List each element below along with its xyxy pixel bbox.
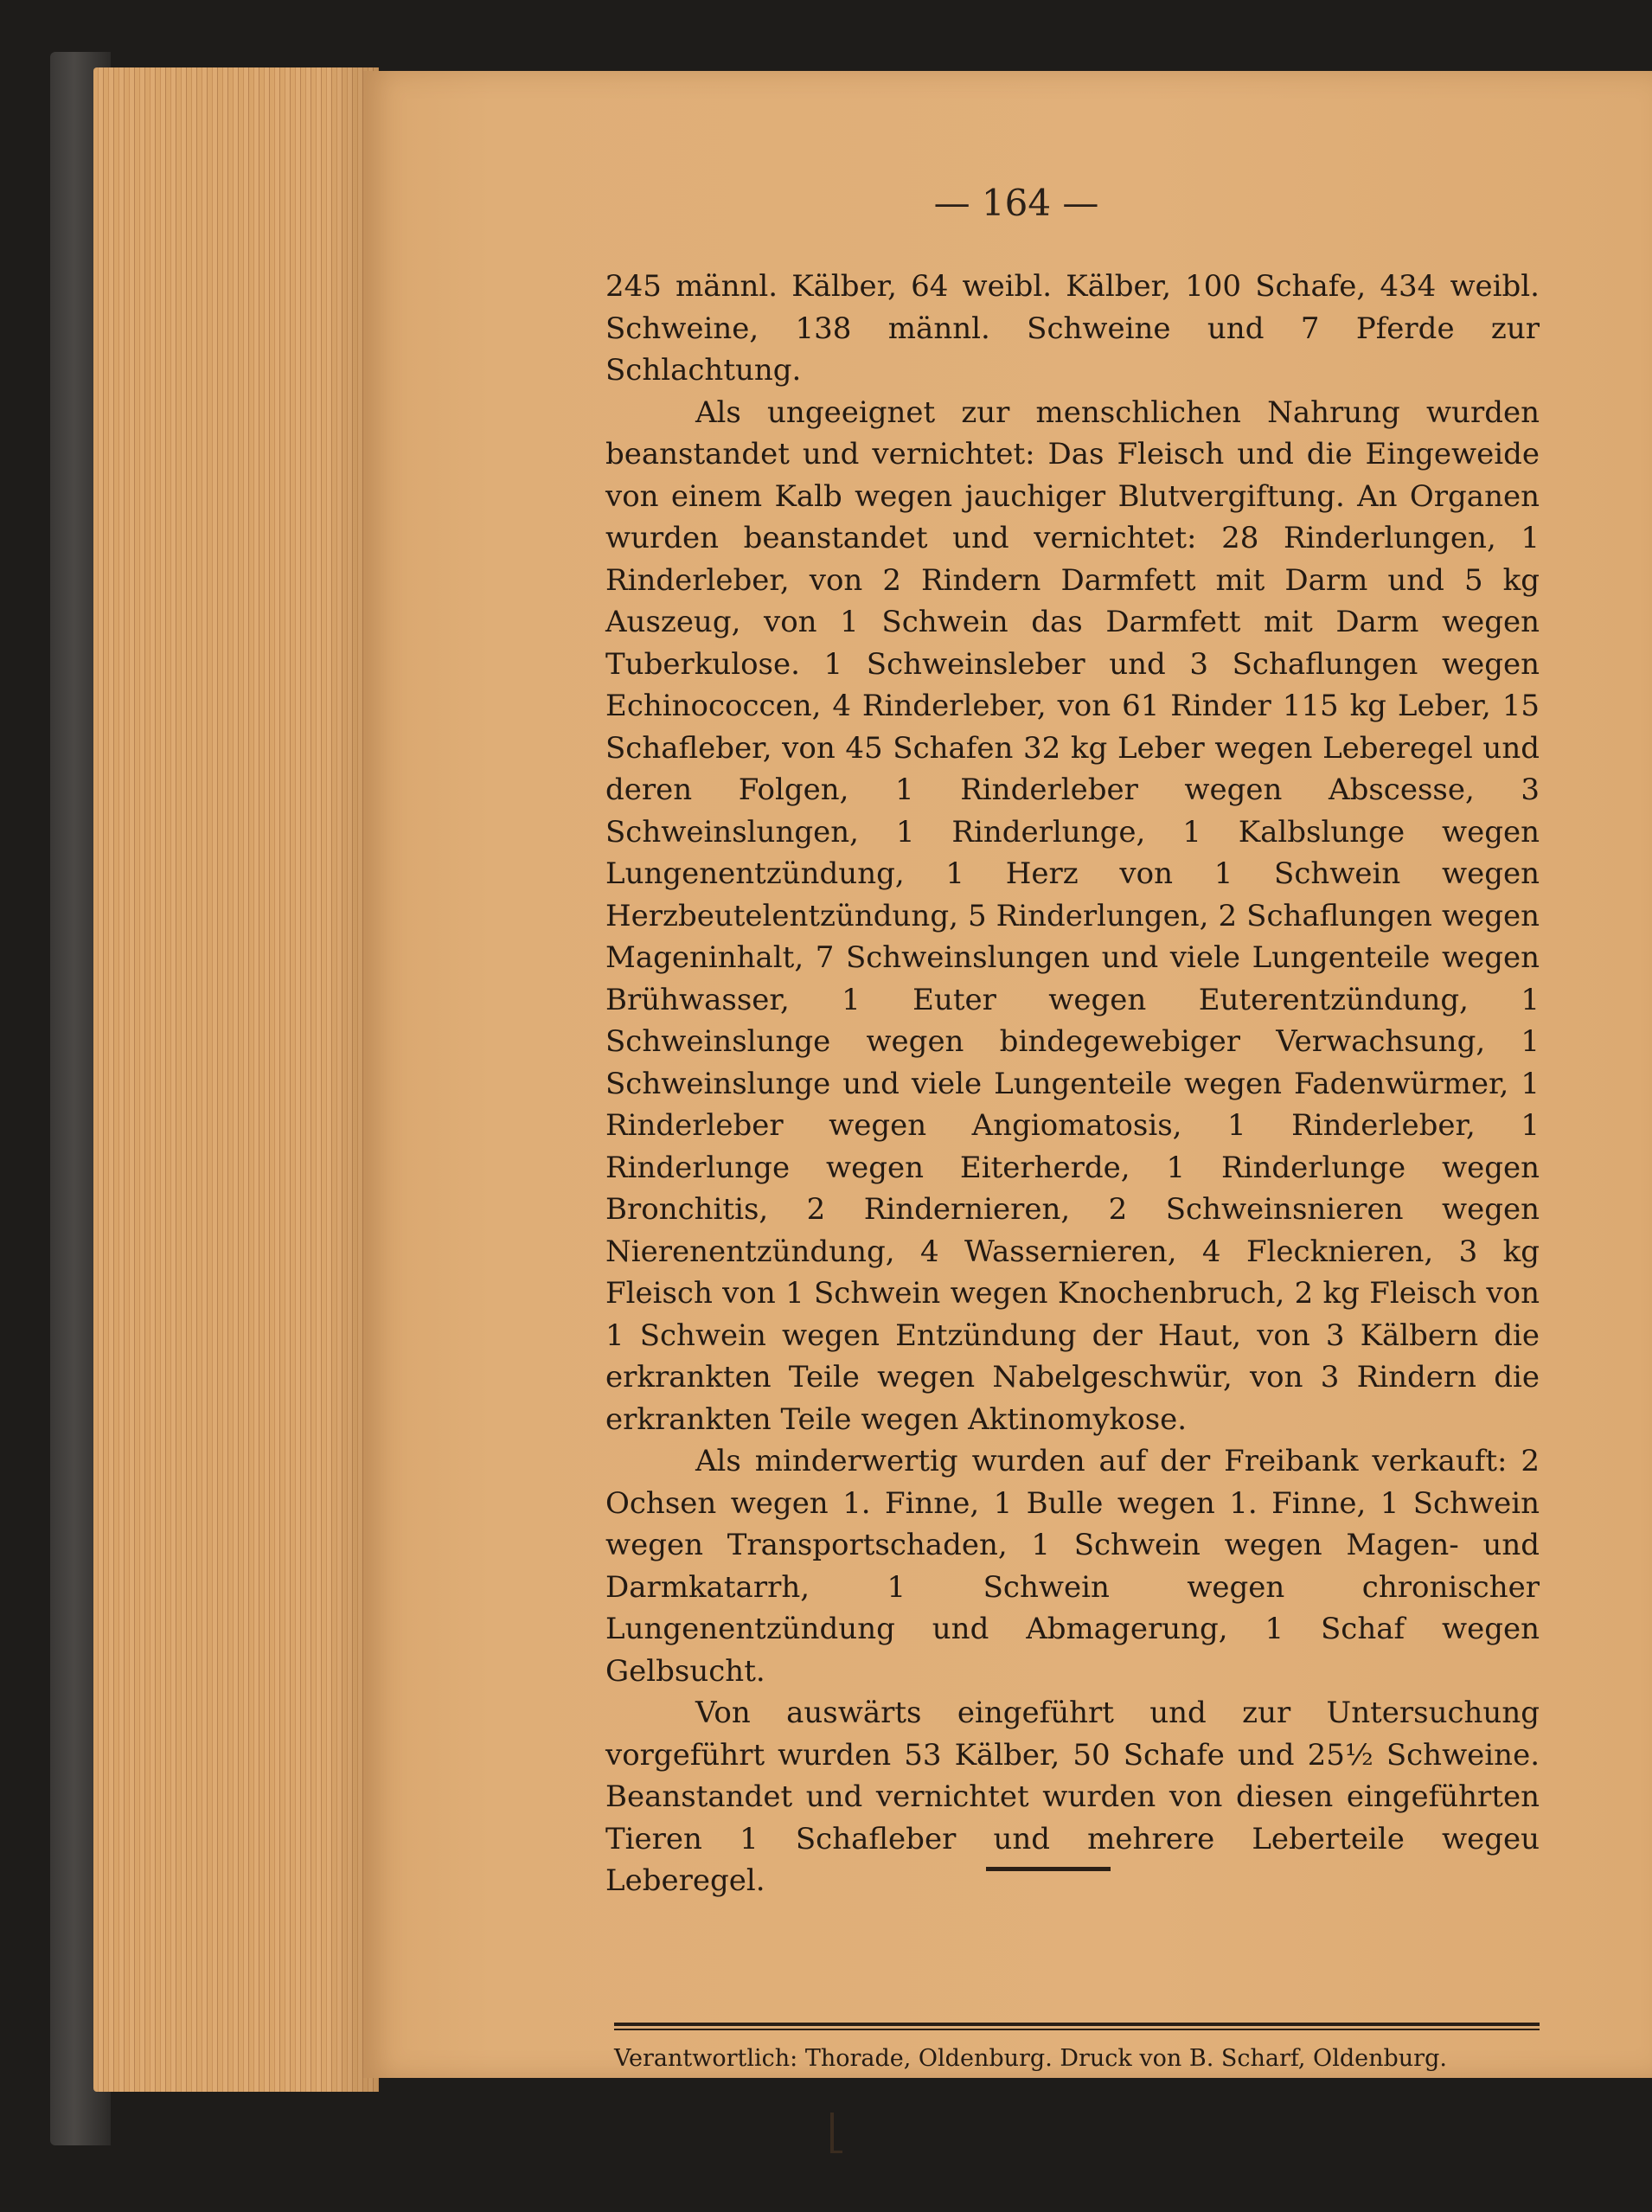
imprint-footer: Verantwortlich: Thorade, Oldenburg. Druck von B. Scharf, Oldenburg. bbox=[614, 2045, 1447, 2072]
stacked-page-edges bbox=[93, 67, 379, 2092]
margin-mark bbox=[830, 2113, 834, 2152]
paragraph-4: Von auswärts eingeführt und zur Untersuchung vorgeführt wurden 53 Kälber, 50 Schafe und 25½ Schweine. Beanstandet und vernichtet wurden von diesen eingeführten Tieren 1 Schafleber und mehrere Leberteile wegeu Leberegel. bbox=[605, 1696, 1540, 1898]
paragraph-1: 245 männl. Kälber, 64 weibl. Kälber, 100 Schafe, 434 weibl. Schweine, 138 männl. Schweine und 7 Pferde zur Schlachtung. bbox=[605, 269, 1540, 388]
paragraph-2: Als ungeeignet zur menschlichen Nahrung wurden beanstandet und vernichtet: Das Fleisch und die Eingeweide von einem Kalb wegen jauchiger Blutvergiftung. An Organen wurden beanstandet und vernichtet: 28 Rinderlungen, 1 Rinderleber, von 2 Rindern Darmfett mit Darm und 5 kg Auszeug, von 1 Schwein das Darmfett mit Darm wegen Tuberkulose. 1 Schweinsleber und 3 Schaflungen wegen Echinococcen, 4 Rinderleber, von 61 Rinder 115 kg Leber, 15 Schafleber, von 45 Schafen 32 kg Leber wegen Leberegel und deren Folgen, 1 Rinderleber wegen Abscesse, 3 Schweinslungen, 1 Rinderlunge, 1 Kalbslunge wegen Lungenentzündung, 1 Herz von 1 Schwein wegen Herzbeutelentzündung, 5 Rinderlungen, 2 Schaflungen wegen Mageninhalt, 7 Schweinslungen und viele Lungenteile wegen Brühwasser, 1 Euter wegen Euterentzündung, 1 Schweinslunge wegen bindegewebiger Verwachsung, 1 Schweinslunge und viele Lungenteile wegen Fadenwürmer, 1 Rinderleber wegen Angiomatosis, 1 Rinderleber, 1 Rinderlunge wegen Eiterherde, 1 Rinderlunge wegen Bronchitis, 2 Rindernieren, 2 Schweinsnieren wegen Nierenentzündung, 4 Wassernieren, 4 Flecknieren, 3 kg Fleisch von 1 Schwein wegen Knochenbruch, 2 kg Fleisch von 1 Schwein wegen Entzündung der Haut, von 3 Kälbern die erkrankten Teile wegen Nabelgeschwür, von 3 Rindern die erkrankten Teile wegen Aktinomykose. bbox=[605, 394, 1540, 1437]
paragraph-3: Als minderwertig wurden auf der Freibank verkauft: 2 Ochsen wegen 1. Finne, 1 Bulle wegen 1. Finne, 1 Schwein wegen Transportschaden, 1 Schwein wegen Magen- und Darmkatarrh, 1 Schwein wegen chronischer Lungenentzündung und Abmagerung, 1 Schaf wegen Gelbsucht. bbox=[605, 1444, 1540, 1689]
book-page bbox=[363, 71, 1652, 2078]
margin-mark-foot bbox=[830, 2151, 842, 2153]
page-number-header: — 164 — bbox=[933, 182, 1099, 224]
footer-rule-thin bbox=[614, 2029, 1540, 2030]
section-end-rule bbox=[986, 1867, 1111, 1871]
footer-rule-thick bbox=[614, 2023, 1540, 2026]
page-body bbox=[605, 266, 1540, 1902]
